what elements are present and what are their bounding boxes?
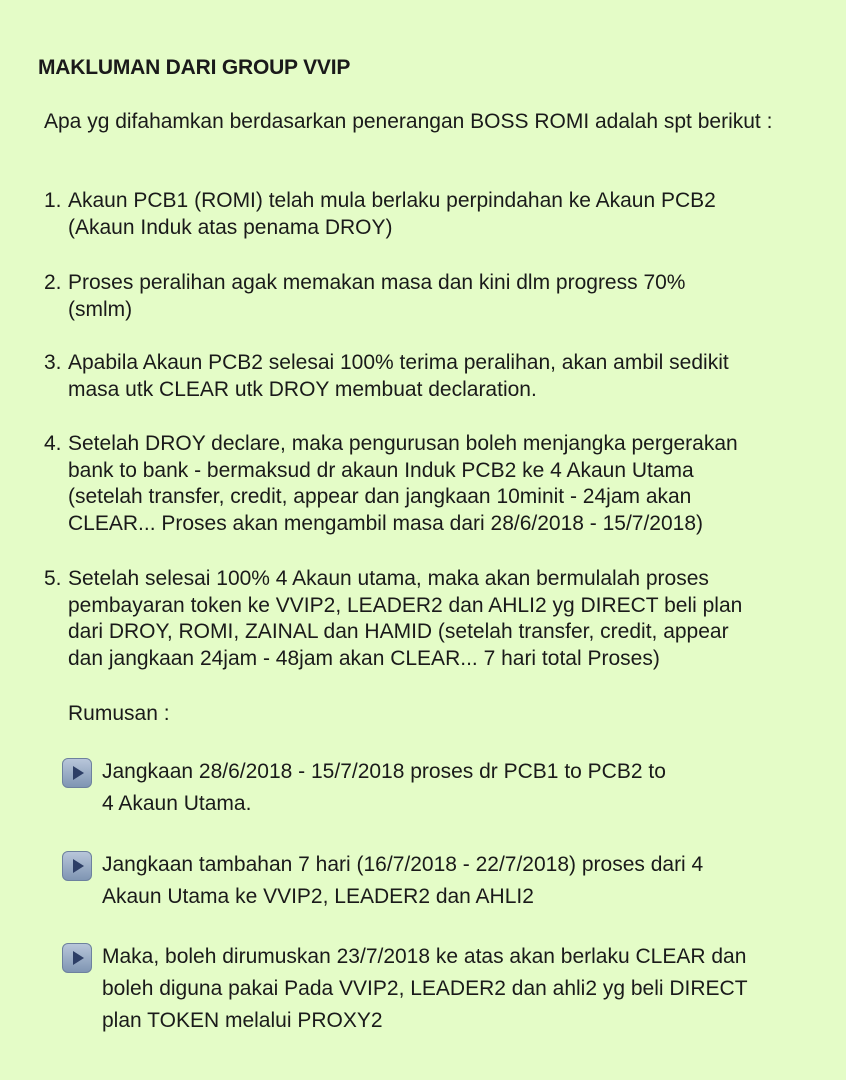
item-line: (Akaun Induk atas penama DROY) bbox=[68, 215, 393, 239]
bullet-line: 4 Akaun Utama. bbox=[102, 792, 252, 815]
play-button-icon bbox=[62, 758, 92, 788]
summary-bullet-1 bbox=[62, 756, 822, 820]
announcement-title: MAKLUMAN DARI GROUP VVIP bbox=[38, 56, 351, 79]
item-text bbox=[68, 566, 824, 672]
item-number: 4. bbox=[44, 432, 62, 455]
item-text bbox=[68, 431, 824, 537]
item-line: Akaun PCB1 (ROMI) telah mula berlaku perpindahan ke Akaun PCB2 bbox=[68, 189, 716, 212]
item-text bbox=[68, 270, 824, 323]
item-text bbox=[68, 350, 824, 403]
numbered-item-5 bbox=[44, 566, 824, 672]
bullet-line: Maka, boleh dirumuskan 23/7/2018 ke atas akan berlaku CLEAR dan bbox=[102, 945, 747, 968]
numbered-item-2 bbox=[44, 270, 824, 323]
item-line: Setelah DROY declare, maka pengurusan boleh menjangka pergerakan bbox=[68, 432, 738, 455]
item-line: dari DROY, ROMI, ZAINAL dan HAMID (setelah transfer, credit, appear bbox=[68, 620, 729, 643]
bullet-line: boleh diguna pakai Pada VVIP2, LEADER2 dan ahli2 yg beli DIRECT bbox=[102, 977, 748, 1000]
numbered-item-4 bbox=[44, 431, 824, 537]
intro-text: Apa yg difahamkan berdasarkan penerangan BOSS ROMI adalah spt berikut : bbox=[44, 110, 773, 133]
bullet-line: plan TOKEN melalui PROXY2 bbox=[102, 1009, 383, 1032]
bullet-text bbox=[102, 941, 822, 1037]
bullet-line: Jangkaan 28/6/2018 - 15/7/2018 proses dr PCB1 to PCB2 to bbox=[102, 760, 666, 783]
item-number: 5. bbox=[44, 567, 62, 590]
item-line: (setelah transfer, credit, appear dan jangkaan 10minit - 24jam akan bbox=[68, 485, 692, 508]
numbered-item-1 bbox=[44, 188, 824, 241]
item-number: 3. bbox=[44, 351, 62, 374]
item-number: 2. bbox=[44, 271, 62, 294]
play-button-icon bbox=[62, 851, 92, 881]
numbered-item-3 bbox=[44, 350, 824, 403]
summary-bullet-3 bbox=[62, 941, 822, 1037]
item-line: Setelah selesai 100% 4 Akaun utama, maka akan bermulalah proses bbox=[68, 567, 709, 590]
item-line: CLEAR... Proses akan mengambil masa dari 28/6/2018 - 15/7/2018) bbox=[68, 511, 704, 535]
item-line: Apabila Akaun PCB2 selesai 100% terima peralihan, akan ambil sedikit bbox=[68, 351, 729, 374]
summary-bullet-2 bbox=[62, 849, 822, 913]
item-line: (smlm) bbox=[68, 297, 133, 321]
item-line: dan jangkaan 24jam - 48jam akan CLEAR... 7 hari total Proses) bbox=[68, 646, 660, 670]
item-line: pembayaran token ke VVIP2, LEADER2 dan AHLI2 yg DIRECT beli plan bbox=[68, 593, 743, 617]
item-text bbox=[68, 188, 824, 241]
item-number: 1. bbox=[44, 189, 62, 212]
item-line: bank to bank - bermaksud dr akaun Induk PCB2 ke 4 Akaun Utama bbox=[68, 458, 694, 482]
rumusan-label: Rumusan : bbox=[68, 702, 170, 725]
item-line: Proses peralihan agak memakan masa dan kini dlm progress 70% bbox=[68, 271, 686, 294]
bullet-line: Akaun Utama ke VVIP2, LEADER2 dan AHLI2 bbox=[102, 885, 534, 908]
bullet-line: Jangkaan tambahan 7 hari (16/7/2018 - 22/7/2018) proses dari 4 bbox=[102, 853, 704, 876]
play-button-icon bbox=[62, 943, 92, 973]
bullet-text bbox=[102, 849, 822, 913]
bullet-text bbox=[102, 756, 822, 820]
item-line: masa utk CLEAR utk DROY membuat declaration. bbox=[68, 377, 537, 401]
